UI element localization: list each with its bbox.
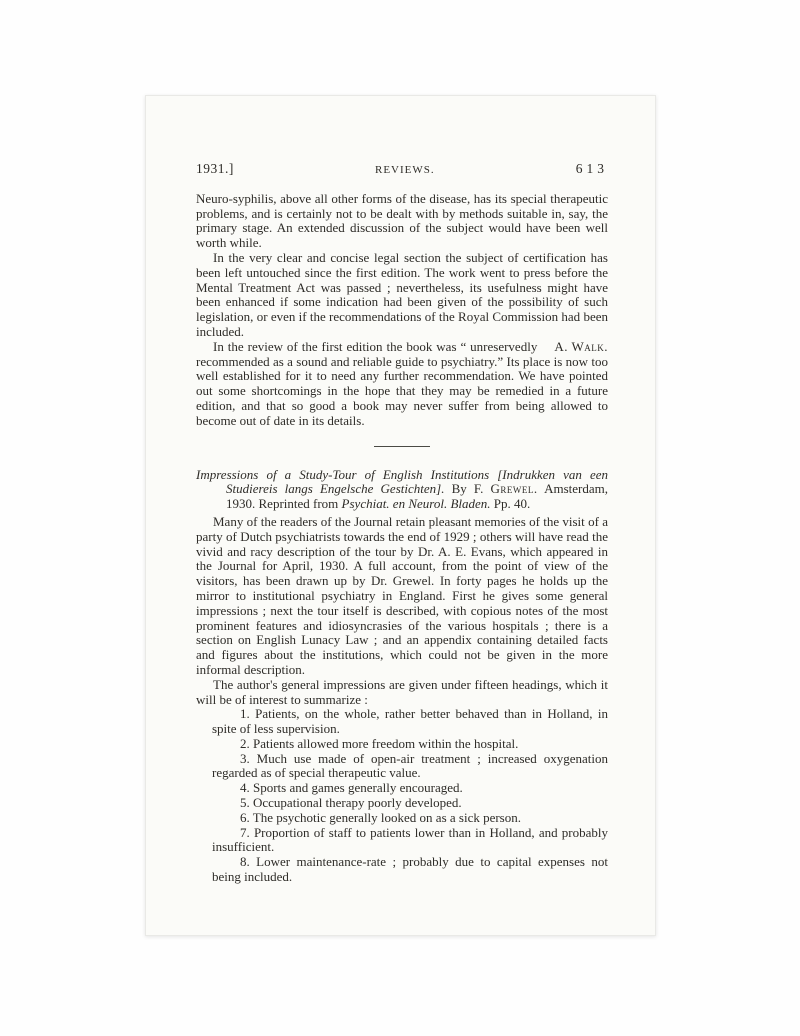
list-item: 5. Occupational therapy poorly developed. bbox=[240, 795, 462, 811]
list-item: 7. Proportion of staff to patients lower than in Holland, and probably insufficient. bbox=[212, 824, 608, 855]
list-item: 8. Lower maintenance-rate ; probably due to capital expenses not being included. bbox=[212, 854, 608, 885]
section-divider bbox=[374, 446, 430, 447]
header-page-number: 613 bbox=[575, 161, 608, 176]
list-item: 6. The psychotic generally looked on as a sick person. bbox=[240, 809, 521, 825]
running-head bbox=[196, 162, 608, 178]
review2-paragraph-1: Many of the readers of the Journal retain pleasant memories of the visit of a party of Dutch psychiatrists towards the end of 1929 ; others will have read the vivid and racy description of the tour by Dr. A. E. Evans, which appeared in the Journal for April, 1930. A full account, from the point of view of the visitors, has been drawn up by Dr. Grewel. In forty pages he holds up the mirror to institutional psychiatry in England. First he gives some general impressions ; next the tour itself is described, with copious notes of the most prominent features and idiosyncrasies of the various hospitals ; there is a section on English Lunacy Law ; and an appendix containing detailed facts and figures about the institutions, which could not be given in the more informal description. bbox=[196, 513, 608, 677]
citation-journal: Psychiat. en Neurol. Bladen. bbox=[341, 496, 491, 512]
citation-by: By F. bbox=[451, 481, 491, 497]
list-item: 2. Patients allowed more freedom within the hospital. bbox=[240, 735, 519, 751]
paragraph-text: In the review of the first edition the book was “ unreservedly recommended as a sound and reliable guide to psychiatry.” Its place is now too well established for it to need any further recommendation. We have pointed out some shortcomings in the hope that they may be remedied in a future edition, and that so good a book may never suffer from being allowed to become out of date in its details. bbox=[196, 338, 608, 428]
list-item: 1. Patients, on the whole, rather better behaved than in Holland, in spite of less supervision. bbox=[212, 706, 608, 737]
citation-title: Impressions of a Study-Tour of English Institutions [Indrukken van een Studiereis langs Engelsche Gestichten]. bbox=[196, 466, 608, 497]
scanned-journal-page bbox=[145, 95, 656, 936]
reviewer-signature: A. Walk. bbox=[554, 338, 608, 354]
header-year: 1931.] bbox=[196, 161, 234, 176]
review1-paragraph-3 bbox=[196, 340, 608, 429]
citation-author: Grewel. bbox=[490, 481, 538, 497]
review1-paragraph-2: In the very clear and concise legal section the subject of certification has been left untouched since the first edition. The work went to press before the Mental Treatment Act was passed ; nevertheless, its usefulness might have been enhanced if some indication had been given of the possibility of such legislation, or even if the recommendations of the Royal Commission had been included. bbox=[196, 249, 608, 339]
book-citation bbox=[196, 468, 608, 512]
citation-publisher: Amsterdam, 1930. Reprinted from bbox=[226, 481, 608, 512]
review1-paragraph-1: Neuro-syphilis, above all other forms of the disease, has its special therapeutic problems, and is certainly not to be dealt with by methods suitable in, say, the primary stage. An extended discussion of the subject would have been well worth while. bbox=[196, 190, 608, 251]
impressions-list bbox=[196, 707, 608, 885]
review2-paragraph-2: The author's general impressions are given under fifteen headings, which it will be of interest to summarize : bbox=[196, 676, 608, 707]
list-item: 3. Much use made of open-air treatment ; increased oxygenation regarded as of special therapeutic value. bbox=[212, 750, 608, 781]
citation-pages: Pp. 40. bbox=[493, 496, 531, 512]
list-item: 4. Sports and games generally encouraged. bbox=[240, 780, 463, 796]
page-content bbox=[196, 162, 608, 885]
header-section-title: REVIEWS. bbox=[374, 164, 435, 176]
